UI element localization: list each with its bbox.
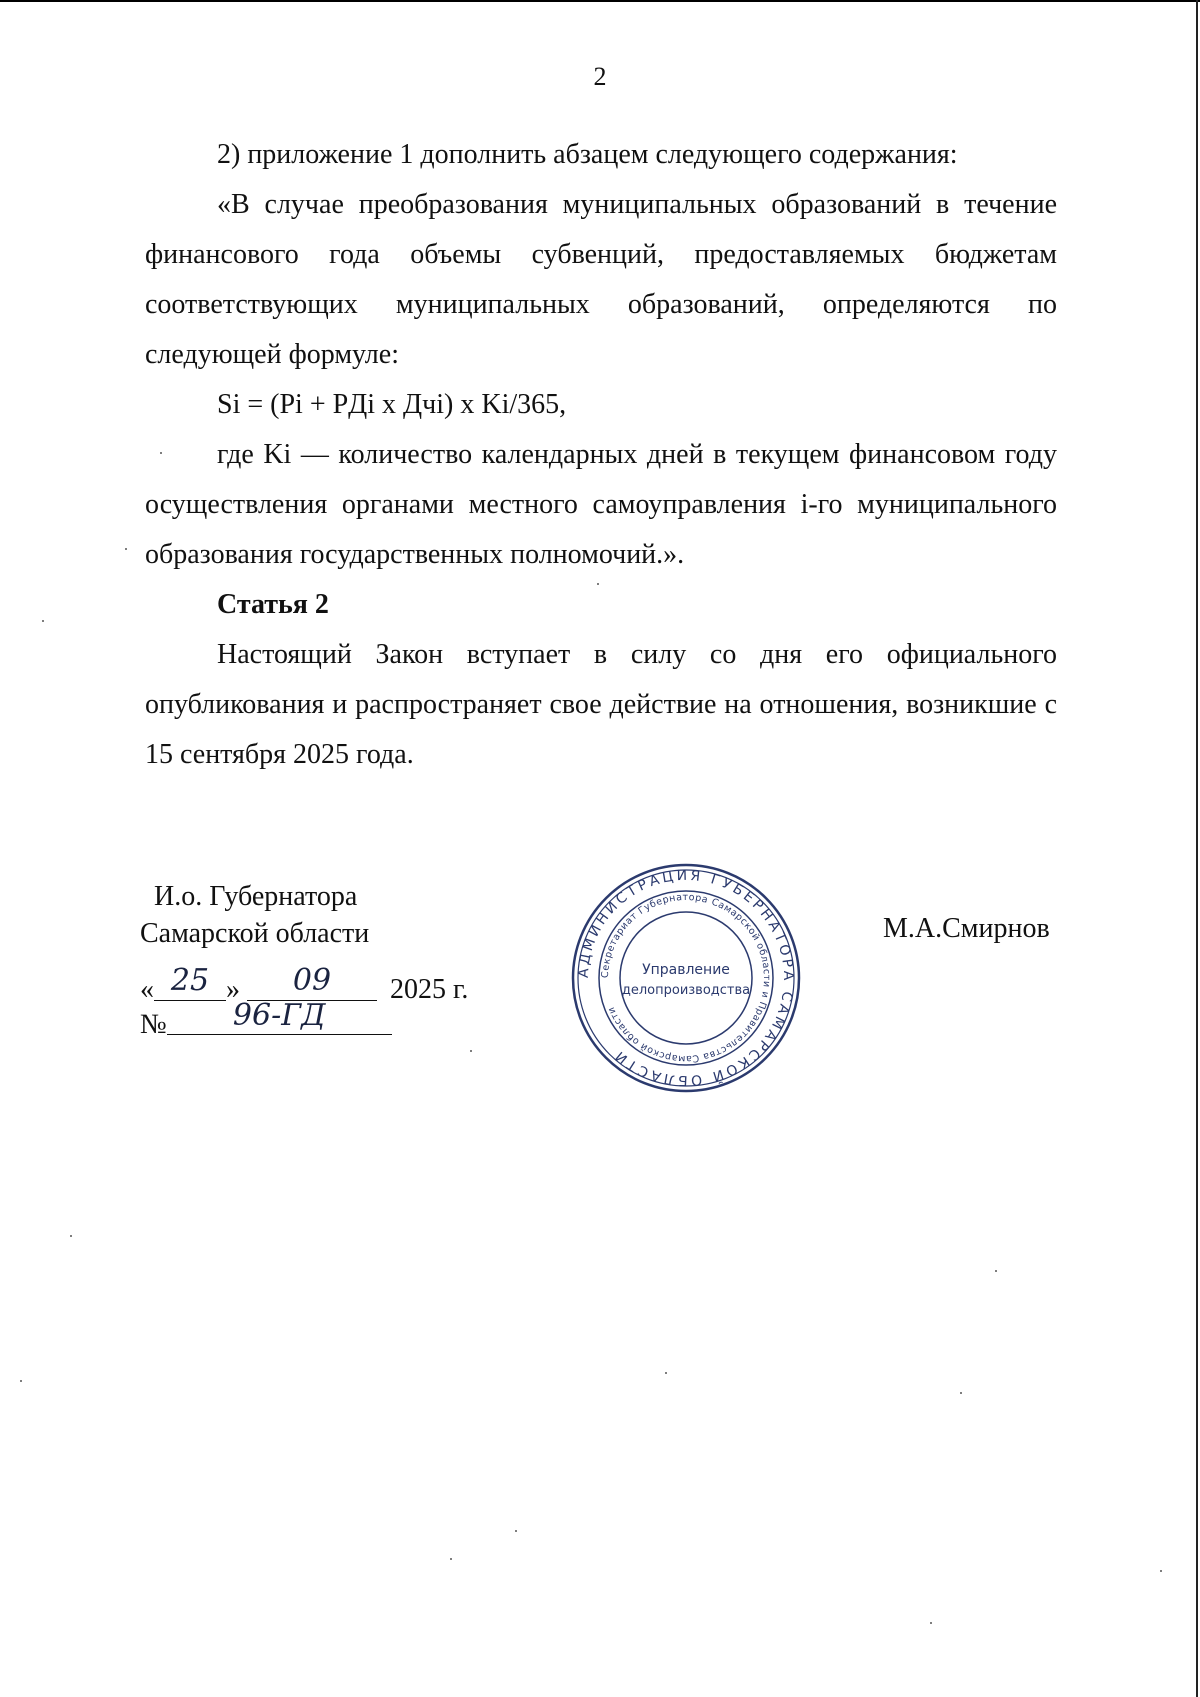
- stamp-inner-ring-text: Секретариат Губернатора Самарской области и Правительства Самарской области: [599, 891, 773, 1065]
- paragraph-amendment: 2) приложение 1 дополнить абзацем следующего содержания:: [217, 139, 958, 170]
- speck: [1160, 1570, 1162, 1572]
- speck: [960, 1392, 962, 1394]
- stamp-center-line1: Управление: [642, 962, 730, 978]
- date-month-handwritten: 09: [292, 963, 332, 998]
- date-day-handwritten: 25: [170, 963, 210, 998]
- official-seal-stamp: [570, 862, 802, 1094]
- signatory-name: М.А.Смирнов: [883, 913, 1050, 944]
- stamp-middle-circle: [599, 891, 773, 1065]
- page-right-edge: [1196, 0, 1198, 1697]
- speck: [42, 620, 44, 622]
- law-number-handwritten: 96-ГД: [232, 998, 326, 1033]
- speck: [70, 1235, 72, 1237]
- paragraph-definition: где Ki — количество календарных дней в текущем финансовом году осуществления органами местного самоуправления i-го муниципального образования государственных полномочий.».: [145, 439, 1057, 570]
- article-heading: Статья 2: [217, 589, 329, 620]
- law-number-line: [140, 998, 392, 1041]
- speck: [125, 548, 127, 550]
- speck: [597, 583, 599, 585]
- stamp-center-line2: делопроизводства: [621, 983, 751, 998]
- speck: [450, 1558, 452, 1560]
- stamp-outer-ring-text: АДМИНИСТРАЦИЯ ГУБЕРНАТОРА САМАРСКОЙ ОБЛАСТИ: [575, 867, 797, 1089]
- speck: [930, 1622, 932, 1624]
- speck: [160, 452, 162, 454]
- speck: [665, 1372, 667, 1374]
- paragraph-quoted-text: «В случае преобразования муниципальных образований в течение финансового года объемы субвенций, предоставляемых бюджетам соответствующих муниципальных образований, определяются по следующей формуле:: [145, 189, 1057, 370]
- speck: [470, 1050, 472, 1052]
- speck: [20, 1380, 22, 1382]
- law-number-label: №: [140, 1009, 167, 1040]
- stamp-inner-circle: [620, 912, 752, 1044]
- document-body: [145, 130, 1057, 780]
- signatory-title-line2: Самарской области: [140, 918, 370, 949]
- paragraph-entry-into-force: Настоящий Закон вступает в силу со дня его официального опубликования и распространяет свое действие на отношения, возникшие с 15 сентября 2025 года.: [145, 639, 1057, 770]
- signatory-title-line1: И.о. Губернатора: [154, 881, 358, 912]
- date-open-quote: «: [140, 974, 154, 1005]
- page-top-edge: [0, 0, 1200, 2]
- formula: Si = (Pi + PДi x Дчi) x Ki/365,: [217, 389, 567, 420]
- signatory-title: [140, 878, 369, 952]
- date-day-blank: [154, 963, 226, 1001]
- page-number: 2: [593, 62, 607, 91]
- date-month-blank: [247, 963, 377, 1001]
- speck: [515, 1530, 517, 1532]
- date-year: 2025 г.: [390, 974, 469, 1005]
- date-close-quote: »: [226, 974, 240, 1005]
- law-number-blank: [167, 998, 392, 1035]
- speck: [995, 1270, 997, 1272]
